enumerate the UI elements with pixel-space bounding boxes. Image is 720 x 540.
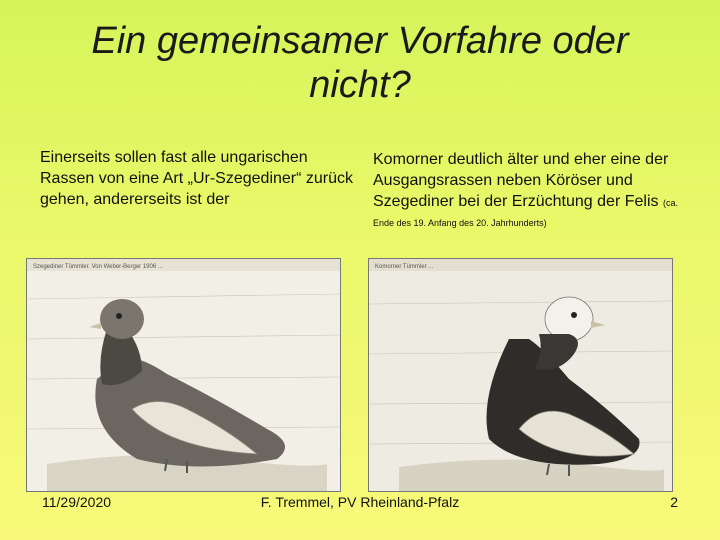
right-text-main: Komorner deutlich älter und eher eine der Ausgangsrassen neben Köröser und Szegediner bei der Erzüchtung der Felis — [373, 151, 669, 210]
title-line-2: nicht? — [309, 63, 411, 106]
left-pigeon-image — [26, 258, 341, 492]
title-line-1: Ein gemeinsamer Vorfahre oder — [91, 20, 629, 62]
footer-author: F. Tremmel, PV Rheinland-Pfalz — [260, 494, 460, 510]
slide-title — [40, 20, 680, 107]
footer-page-number: 2 — [670, 494, 678, 510]
right-pigeon-image — [368, 258, 673, 492]
right-text-block — [373, 150, 693, 233]
left-image-caption: Szegediner Tümmler. Von Weber-Berger 1906 ... — [33, 264, 163, 270]
right-text-note: (ca. Ende des 19. Anfang des 20. Jahrhunderts) — [373, 197, 678, 229]
left-text-block: Einerseits sollen fast alle ungarischen Rassen von eine Art „Ur-Szegediner“ zurück gehen, andererseits ist der — [40, 149, 354, 208]
right-pigeon-drawing — [369, 259, 672, 491]
left-pigeon-drawing — [27, 259, 340, 491]
footer-date: 11/29/2020 — [42, 494, 112, 510]
right-image-caption: Komorner Tümmler ... — [375, 264, 434, 270]
